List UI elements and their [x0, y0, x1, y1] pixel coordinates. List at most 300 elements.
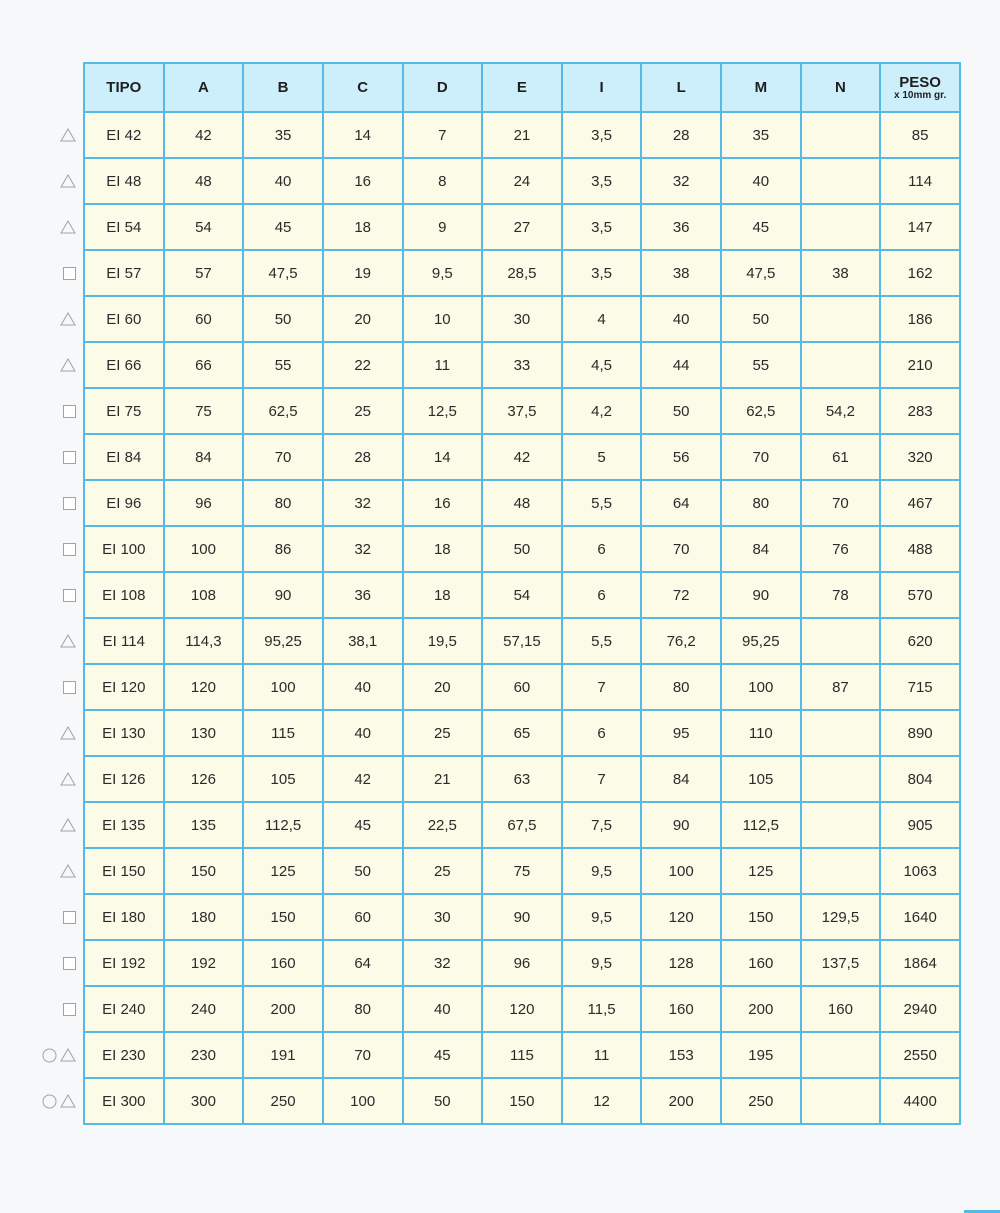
cell-b: 90 [243, 572, 323, 618]
cell-peso: 467 [880, 480, 960, 526]
cell-i: 4,5 [562, 342, 642, 388]
cell-i: 3,5 [562, 250, 642, 296]
cell-l: 50 [641, 388, 721, 434]
row-marker [30, 1078, 84, 1124]
cell-e: 63 [482, 756, 562, 802]
row-marker [30, 940, 84, 986]
table-header-row [84, 63, 960, 112]
cell-b: 125 [243, 848, 323, 894]
cell-tipo: EI 180 [84, 894, 164, 940]
cell-n: 61 [801, 434, 881, 480]
cell-n: 38 [801, 250, 881, 296]
cell-a: 240 [164, 986, 244, 1032]
cell-a: 48 [164, 158, 244, 204]
cell-peso: 147 [880, 204, 960, 250]
cell-d: 10 [403, 296, 483, 342]
cell-e: 37,5 [482, 388, 562, 434]
cell-tipo: EI 57 [84, 250, 164, 296]
cell-n [801, 618, 881, 664]
triangle-marker-icon [60, 312, 76, 326]
table-row [84, 526, 960, 572]
cell-d: 22,5 [403, 802, 483, 848]
cell-l: 120 [641, 894, 721, 940]
row-marker [30, 250, 84, 296]
cell-e: 30 [482, 296, 562, 342]
header-peso-label: PESO [899, 73, 941, 91]
cell-l: 100 [641, 848, 721, 894]
cell-l: 32 [641, 158, 721, 204]
cell-b: 35 [243, 112, 323, 158]
cell-e: 57,15 [482, 618, 562, 664]
cell-n: 87 [801, 664, 881, 710]
cell-d: 12,5 [403, 388, 483, 434]
cell-m: 40 [721, 158, 801, 204]
cell-l: 128 [641, 940, 721, 986]
cell-c: 18 [323, 204, 403, 250]
triangle-marker-icon [60, 220, 76, 234]
table-row [84, 158, 960, 204]
cell-i: 6 [562, 710, 642, 756]
cell-tipo: EI 120 [84, 664, 164, 710]
cell-tipo: EI 84 [84, 434, 164, 480]
row-marker [30, 204, 84, 250]
cell-i: 5 [562, 434, 642, 480]
cell-m: 70 [721, 434, 801, 480]
cell-e: 150 [482, 1078, 562, 1124]
cell-l: 36 [641, 204, 721, 250]
cell-a: 192 [164, 940, 244, 986]
cell-peso: 283 [880, 388, 960, 434]
cell-d: 45 [403, 1032, 483, 1078]
row-marker-column [30, 112, 84, 1124]
row-marker [30, 756, 84, 802]
cell-c: 32 [323, 526, 403, 572]
cell-d: 16 [403, 480, 483, 526]
cell-e: 48 [482, 480, 562, 526]
cell-c: 40 [323, 710, 403, 756]
cell-i: 11,5 [562, 986, 642, 1032]
table-row [84, 986, 960, 1032]
square-marker-icon [63, 451, 76, 464]
cell-i: 6 [562, 572, 642, 618]
cell-i: 3,5 [562, 204, 642, 250]
cell-e: 50 [482, 526, 562, 572]
cell-c: 42 [323, 756, 403, 802]
square-marker-icon [63, 543, 76, 556]
cell-c: 40 [323, 664, 403, 710]
row-marker [30, 388, 84, 434]
cell-a: 75 [164, 388, 244, 434]
cell-c: 20 [323, 296, 403, 342]
cell-peso: 114 [880, 158, 960, 204]
cell-tipo: EI 126 [84, 756, 164, 802]
cell-e: 24 [482, 158, 562, 204]
table-row [84, 848, 960, 894]
cell-n: 137,5 [801, 940, 881, 986]
table-row [84, 802, 960, 848]
cell-i: 5,5 [562, 618, 642, 664]
cell-b: 47,5 [243, 250, 323, 296]
cell-l: 76,2 [641, 618, 721, 664]
cell-b: 40 [243, 158, 323, 204]
row-marker [30, 480, 84, 526]
row-marker [30, 986, 84, 1032]
cell-c: 80 [323, 986, 403, 1032]
row-marker [30, 526, 84, 572]
cell-d: 14 [403, 434, 483, 480]
cell-peso: 1864 [880, 940, 960, 986]
cell-m: 50 [721, 296, 801, 342]
cell-n: 76 [801, 526, 881, 572]
cell-m: 200 [721, 986, 801, 1032]
cell-a: 230 [164, 1032, 244, 1078]
cell-tipo: EI 60 [84, 296, 164, 342]
row-marker [30, 710, 84, 756]
cell-d: 25 [403, 710, 483, 756]
row-marker [30, 572, 84, 618]
table-row [84, 618, 960, 664]
cell-e: 60 [482, 664, 562, 710]
triangle-marker-icon [60, 818, 76, 832]
cell-b: 200 [243, 986, 323, 1032]
cell-tipo: EI 100 [84, 526, 164, 572]
cell-l: 44 [641, 342, 721, 388]
table-body [84, 112, 960, 1124]
cell-c: 100 [323, 1078, 403, 1124]
cell-tipo: EI 54 [84, 204, 164, 250]
row-marker [30, 1032, 84, 1078]
cell-peso: 905 [880, 802, 960, 848]
square-marker-icon [63, 405, 76, 418]
cell-l: 64 [641, 480, 721, 526]
header-c: C [323, 63, 403, 112]
cell-peso: 2940 [880, 986, 960, 1032]
cell-e: 54 [482, 572, 562, 618]
triangle-marker-icon [60, 174, 76, 188]
cell-e: 96 [482, 940, 562, 986]
cell-m: 100 [721, 664, 801, 710]
cell-d: 9,5 [403, 250, 483, 296]
cell-m: 55 [721, 342, 801, 388]
cell-b: 70 [243, 434, 323, 480]
cell-d: 7 [403, 112, 483, 158]
cell-m: 45 [721, 204, 801, 250]
cell-c: 19 [323, 250, 403, 296]
cell-i: 3,5 [562, 158, 642, 204]
cell-e: 27 [482, 204, 562, 250]
triangle-marker-icon [60, 864, 76, 878]
cell-c: 28 [323, 434, 403, 480]
cell-m: 150 [721, 894, 801, 940]
cell-n [801, 204, 881, 250]
cell-l: 95 [641, 710, 721, 756]
circle-marker-icon [42, 1048, 57, 1063]
cell-peso: 320 [880, 434, 960, 480]
cell-b: 150 [243, 894, 323, 940]
cell-l: 160 [641, 986, 721, 1032]
triangle-marker-icon [60, 726, 76, 740]
cell-d: 21 [403, 756, 483, 802]
cell-l: 84 [641, 756, 721, 802]
cell-m: 35 [721, 112, 801, 158]
header-i: I [562, 63, 642, 112]
cell-a: 300 [164, 1078, 244, 1124]
square-marker-icon [63, 589, 76, 602]
cell-tipo: EI 96 [84, 480, 164, 526]
row-marker [30, 664, 84, 710]
square-marker-icon [63, 497, 76, 510]
square-marker-icon [63, 681, 76, 694]
cell-tipo: EI 66 [84, 342, 164, 388]
row-marker [30, 112, 84, 158]
cell-tipo: EI 150 [84, 848, 164, 894]
cell-d: 32 [403, 940, 483, 986]
cell-b: 55 [243, 342, 323, 388]
cell-m: 84 [721, 526, 801, 572]
cell-e: 65 [482, 710, 562, 756]
table-row [84, 664, 960, 710]
cell-m: 90 [721, 572, 801, 618]
header-d: D [403, 63, 483, 112]
cell-b: 95,25 [243, 618, 323, 664]
cell-b: 45 [243, 204, 323, 250]
cell-n [801, 296, 881, 342]
cell-b: 86 [243, 526, 323, 572]
cell-a: 108 [164, 572, 244, 618]
cell-i: 4 [562, 296, 642, 342]
cell-a: 57 [164, 250, 244, 296]
cell-i: 7 [562, 756, 642, 802]
cell-b: 80 [243, 480, 323, 526]
row-marker [30, 894, 84, 940]
cell-e: 28,5 [482, 250, 562, 296]
cell-c: 32 [323, 480, 403, 526]
header-n: N [801, 63, 881, 112]
cell-m: 110 [721, 710, 801, 756]
cell-peso: 162 [880, 250, 960, 296]
cell-e: 33 [482, 342, 562, 388]
table-row [84, 940, 960, 986]
cell-c: 50 [323, 848, 403, 894]
row-marker [30, 802, 84, 848]
cell-l: 80 [641, 664, 721, 710]
cell-d: 8 [403, 158, 483, 204]
cell-i: 6 [562, 526, 642, 572]
cell-peso: 85 [880, 112, 960, 158]
cell-peso: 570 [880, 572, 960, 618]
cell-c: 64 [323, 940, 403, 986]
cell-tipo: EI 130 [84, 710, 164, 756]
cell-l: 153 [641, 1032, 721, 1078]
cell-i: 9,5 [562, 940, 642, 986]
lamination-spec-table [83, 62, 961, 1125]
cell-l: 56 [641, 434, 721, 480]
cell-l: 70 [641, 526, 721, 572]
cell-a: 135 [164, 802, 244, 848]
cell-peso: 890 [880, 710, 960, 756]
cell-a: 120 [164, 664, 244, 710]
square-marker-icon [63, 267, 76, 280]
cell-i: 12 [562, 1078, 642, 1124]
cell-a: 66 [164, 342, 244, 388]
cell-peso: 1640 [880, 894, 960, 940]
cell-l: 28 [641, 112, 721, 158]
cell-peso: 804 [880, 756, 960, 802]
cell-peso: 488 [880, 526, 960, 572]
cell-i: 7 [562, 664, 642, 710]
cell-i: 9,5 [562, 848, 642, 894]
header-tipo: TIPO [84, 63, 164, 112]
row-marker [30, 434, 84, 480]
cell-a: 42 [164, 112, 244, 158]
cell-n [801, 342, 881, 388]
cell-peso: 715 [880, 664, 960, 710]
square-marker-icon [63, 911, 76, 924]
cell-tipo: EI 135 [84, 802, 164, 848]
cell-n [801, 112, 881, 158]
cell-l: 90 [641, 802, 721, 848]
cell-n: 160 [801, 986, 881, 1032]
cell-tipo: EI 114 [84, 618, 164, 664]
cell-c: 38,1 [323, 618, 403, 664]
cell-n [801, 1078, 881, 1124]
cell-tipo: EI 42 [84, 112, 164, 158]
cell-peso: 186 [880, 296, 960, 342]
table-row [84, 388, 960, 434]
row-marker [30, 618, 84, 664]
cell-peso: 620 [880, 618, 960, 664]
header-e: E [482, 63, 562, 112]
cell-peso: 210 [880, 342, 960, 388]
cell-l: 40 [641, 296, 721, 342]
table-row [84, 204, 960, 250]
cell-d: 50 [403, 1078, 483, 1124]
cell-d: 20 [403, 664, 483, 710]
cell-tipo: EI 300 [84, 1078, 164, 1124]
cell-tipo: EI 230 [84, 1032, 164, 1078]
cell-i: 9,5 [562, 894, 642, 940]
table-row [84, 434, 960, 480]
row-marker [30, 158, 84, 204]
cell-tipo: EI 192 [84, 940, 164, 986]
cell-a: 180 [164, 894, 244, 940]
cell-a: 150 [164, 848, 244, 894]
cell-e: 21 [482, 112, 562, 158]
square-marker-icon [63, 957, 76, 970]
triangle-marker-icon [60, 1094, 76, 1108]
circle-marker-icon [42, 1094, 57, 1109]
cell-tipo: EI 75 [84, 388, 164, 434]
cell-c: 45 [323, 802, 403, 848]
cell-d: 11 [403, 342, 483, 388]
row-marker [30, 848, 84, 894]
cell-d: 18 [403, 526, 483, 572]
cell-peso: 4400 [880, 1078, 960, 1124]
header-peso-unit: x 10mm gr. [893, 89, 947, 101]
cell-n [801, 710, 881, 756]
cell-c: 25 [323, 388, 403, 434]
cell-n [801, 756, 881, 802]
cell-n [801, 848, 881, 894]
cell-d: 19,5 [403, 618, 483, 664]
table-row [84, 480, 960, 526]
cell-n [801, 158, 881, 204]
table-row [84, 296, 960, 342]
table-row [84, 756, 960, 802]
cell-e: 115 [482, 1032, 562, 1078]
cell-e: 120 [482, 986, 562, 1032]
cell-e: 90 [482, 894, 562, 940]
cell-d: 9 [403, 204, 483, 250]
cell-c: 14 [323, 112, 403, 158]
cell-b: 50 [243, 296, 323, 342]
cell-b: 160 [243, 940, 323, 986]
cell-c: 22 [323, 342, 403, 388]
table-row [84, 1032, 960, 1078]
cell-d: 25 [403, 848, 483, 894]
cell-b: 62,5 [243, 388, 323, 434]
cell-a: 130 [164, 710, 244, 756]
cell-i: 5,5 [562, 480, 642, 526]
triangle-marker-icon [60, 128, 76, 142]
header-m: M [721, 63, 801, 112]
row-marker [30, 296, 84, 342]
cell-n [801, 802, 881, 848]
cell-b: 105 [243, 756, 323, 802]
cell-c: 60 [323, 894, 403, 940]
cell-d: 30 [403, 894, 483, 940]
header-peso [880, 63, 960, 112]
cell-n [801, 1032, 881, 1078]
cell-tipo: EI 240 [84, 986, 164, 1032]
table-row [84, 250, 960, 296]
cell-d: 40 [403, 986, 483, 1032]
cell-m: 80 [721, 480, 801, 526]
header-a: A [164, 63, 244, 112]
cell-e: 67,5 [482, 802, 562, 848]
header-b: B [243, 63, 323, 112]
triangle-marker-icon [60, 634, 76, 648]
cell-m: 112,5 [721, 802, 801, 848]
cell-l: 200 [641, 1078, 721, 1124]
cell-m: 250 [721, 1078, 801, 1124]
cell-tipo: EI 48 [84, 158, 164, 204]
cell-tipo: EI 108 [84, 572, 164, 618]
triangle-marker-icon [60, 1048, 76, 1062]
cell-i: 4,2 [562, 388, 642, 434]
table-row [84, 342, 960, 388]
cell-i: 3,5 [562, 112, 642, 158]
cell-m: 62,5 [721, 388, 801, 434]
cell-a: 54 [164, 204, 244, 250]
cell-n: 54,2 [801, 388, 881, 434]
table-row [84, 112, 960, 158]
cell-b: 115 [243, 710, 323, 756]
cell-n: 78 [801, 572, 881, 618]
table-row [84, 894, 960, 940]
table-row [84, 710, 960, 756]
cell-m: 195 [721, 1032, 801, 1078]
cell-a: 114,3 [164, 618, 244, 664]
cell-e: 75 [482, 848, 562, 894]
cell-c: 16 [323, 158, 403, 204]
cell-n: 129,5 [801, 894, 881, 940]
cell-e: 42 [482, 434, 562, 480]
cell-m: 47,5 [721, 250, 801, 296]
cell-b: 100 [243, 664, 323, 710]
row-marker [30, 342, 84, 388]
cell-c: 36 [323, 572, 403, 618]
